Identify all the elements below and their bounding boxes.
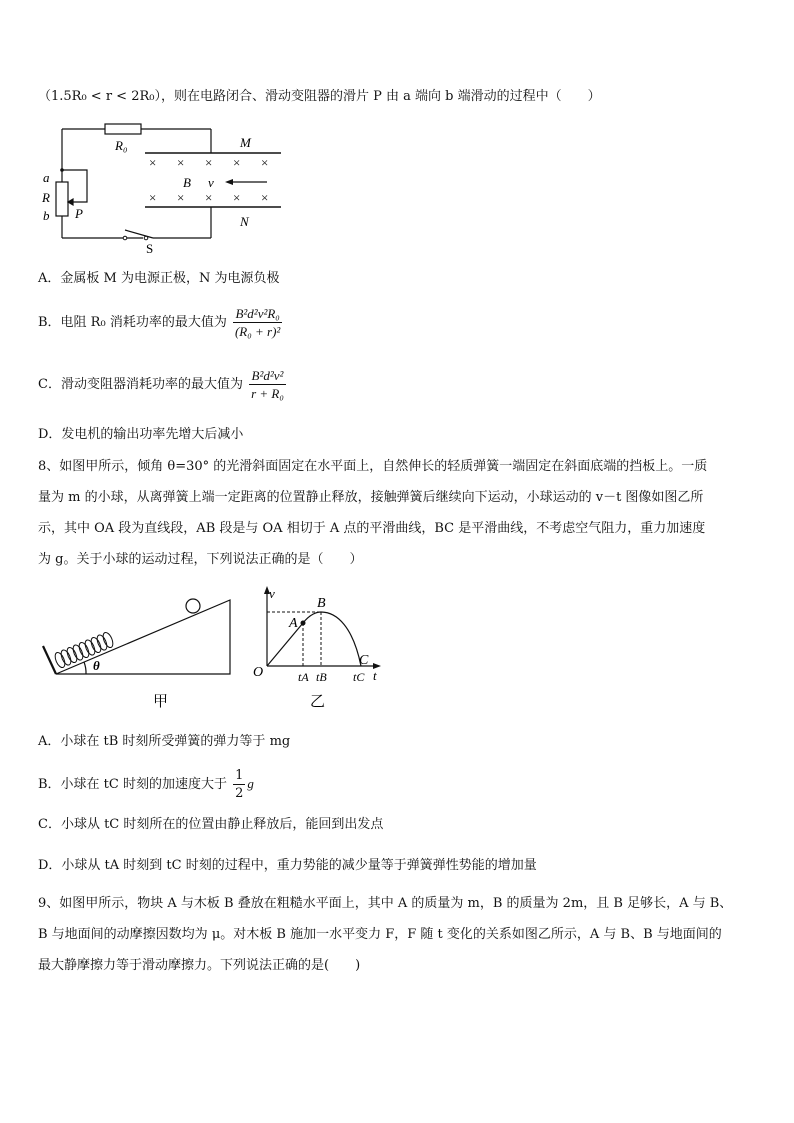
label-theta: θ <box>93 658 100 673</box>
switch-s <box>125 230 153 238</box>
svg-text:×: × <box>261 190 269 205</box>
vt-graph <box>245 582 385 712</box>
q9-stem-line-1: 9、如图甲所示，物块 A 与木板 B 叠放在粗糙水平面上，其中 A 的质量为 m，B 的质量为 2m，且 B 足够长，A 与 B、 <box>38 896 733 911</box>
q9-stem-line-3: 最大静摩擦力等于滑动摩擦力。下列说法正确的是( ) <box>38 958 361 973</box>
label-r0: R₀ <box>115 138 128 153</box>
label-point-c: C <box>359 653 369 668</box>
incline-surface <box>56 600 230 674</box>
svg-text:×: × <box>149 155 157 170</box>
svg-text:×: × <box>233 155 241 170</box>
label-n: N <box>240 214 249 229</box>
curve-oabc <box>267 612 361 666</box>
q8-option-c: C．小球从 tC 时刻所在的位置由静止释放后，能回到出发点 <box>38 817 384 832</box>
q8-stem-line-3: 示，其中 OA 段为直线段，AB 段是与 OA 相切于 A 点的平滑曲线，BC 是平滑曲线，不考虑空气阻力，重力加速度 <box>38 521 706 536</box>
point-a <box>301 621 306 626</box>
label-s: S <box>146 241 154 255</box>
label-v-axis: v <box>269 586 275 601</box>
label-origin: O <box>253 665 264 680</box>
label-tc: tC <box>353 670 365 684</box>
q7-option-c-text: C．滑动变阻器消耗功率的最大值为 <box>38 377 243 392</box>
q8-option-b <box>38 764 254 805</box>
q8-stem-line-4: 为 g。关于小球的运动过程，下列说法正确的是（ ） <box>38 552 363 567</box>
label-t-axis: t <box>373 668 377 683</box>
label-point-a: A <box>289 616 298 631</box>
q8-option-b-numerator: 1 <box>235 768 244 783</box>
q8-option-b-fraction <box>233 767 245 802</box>
q9-stem-line-2: B 与地面间的动摩擦因数均为 μ。对木板 B 施加一水平变力 F，F 随 t 变化的关系如图乙所示，A 与 B、B 与地面间的 <box>38 927 722 942</box>
end-plate <box>43 646 56 674</box>
q7-option-c-numerator: B²d²v² <box>249 367 286 385</box>
q8-option-b-g: g <box>247 776 254 791</box>
label-field-b: B <box>183 175 191 190</box>
svg-text:×: × <box>205 155 213 170</box>
svg-text:×: × <box>149 190 157 205</box>
q7-option-d: D．发电机的输出功率先增大后减小 <box>38 427 244 442</box>
q8-option-d: D．小球从 tA 时刻到 tC 时刻的过程中，重力势能的减少量等于弹簧弹性势能的增加量 <box>38 858 537 873</box>
q8-option-b-denominator: 2 <box>235 786 244 801</box>
q8-option-a: A．小球在 tB 时刻所受弹簧的弹力等于 mg <box>38 734 291 749</box>
q8-option-b-text: B．小球在 tC 时刻的加速度大于 <box>38 777 227 792</box>
label-a: a <box>43 170 50 185</box>
q7-option-b-denominator: (R₀ + r)² <box>234 324 281 339</box>
q7-continuation-text: ，则在电路闭合、滑动变阻器的滑片 P 由 a 端向 b 端滑动的过程中（ ） <box>160 89 601 104</box>
q7-option-c-denominator: r + R₀ <box>251 386 284 401</box>
caption-yi: 乙 <box>310 694 326 710</box>
q8-stem-line-1: 8、如图甲所示，倾角 θ=30° 的光滑斜面固定在水平面上，自然伸长的轻质弹簧一端固定在斜面底端的挡板上。一质 <box>38 459 708 474</box>
angle-arc <box>84 662 86 674</box>
svg-text:×: × <box>233 190 241 205</box>
q7-option-b-text: B．电阻 R₀ 消耗功率的最大值为 <box>38 315 227 330</box>
q7-option-a: A．金属板 M 为电源正极，N 为电源负极 <box>38 271 280 286</box>
q7-condition: （1.5R₀ < r < 2R₀） <box>38 89 161 104</box>
q7-option-b <box>38 303 284 343</box>
ball <box>186 599 200 613</box>
label-r: R <box>42 190 50 205</box>
q7-option-c-fraction <box>249 367 286 402</box>
label-p: P <box>75 206 83 221</box>
q7-continuation <box>38 88 601 106</box>
circuit-figure <box>35 120 295 255</box>
q8-stem-line-2: 量为 m 的小球，从离弹簧上端一定距离的位置静止释放，接触弹簧后继续向下运动，小球运动的 v－t 图像如图乙所 <box>38 490 704 505</box>
rheostat <box>56 182 68 216</box>
label-m: M <box>240 135 251 150</box>
q7-option-b-numerator: B²d²v²R₀ <box>233 305 282 323</box>
q7-option-b-fraction <box>233 305 282 340</box>
label-point-b: B <box>317 596 326 611</box>
caption-jia: 甲 <box>153 694 169 710</box>
svg-text:×: × <box>261 155 269 170</box>
svg-text:×: × <box>177 190 185 205</box>
label-tb: tB <box>316 670 327 684</box>
label-b: b <box>43 208 50 223</box>
svg-text:×: × <box>177 155 185 170</box>
svg-text:×: × <box>205 190 213 205</box>
label-v: v <box>208 175 214 190</box>
incline-figure <box>38 582 238 712</box>
label-ta: tA <box>298 670 309 684</box>
q7-option-c <box>38 365 288 405</box>
resistor-r0 <box>105 124 141 134</box>
